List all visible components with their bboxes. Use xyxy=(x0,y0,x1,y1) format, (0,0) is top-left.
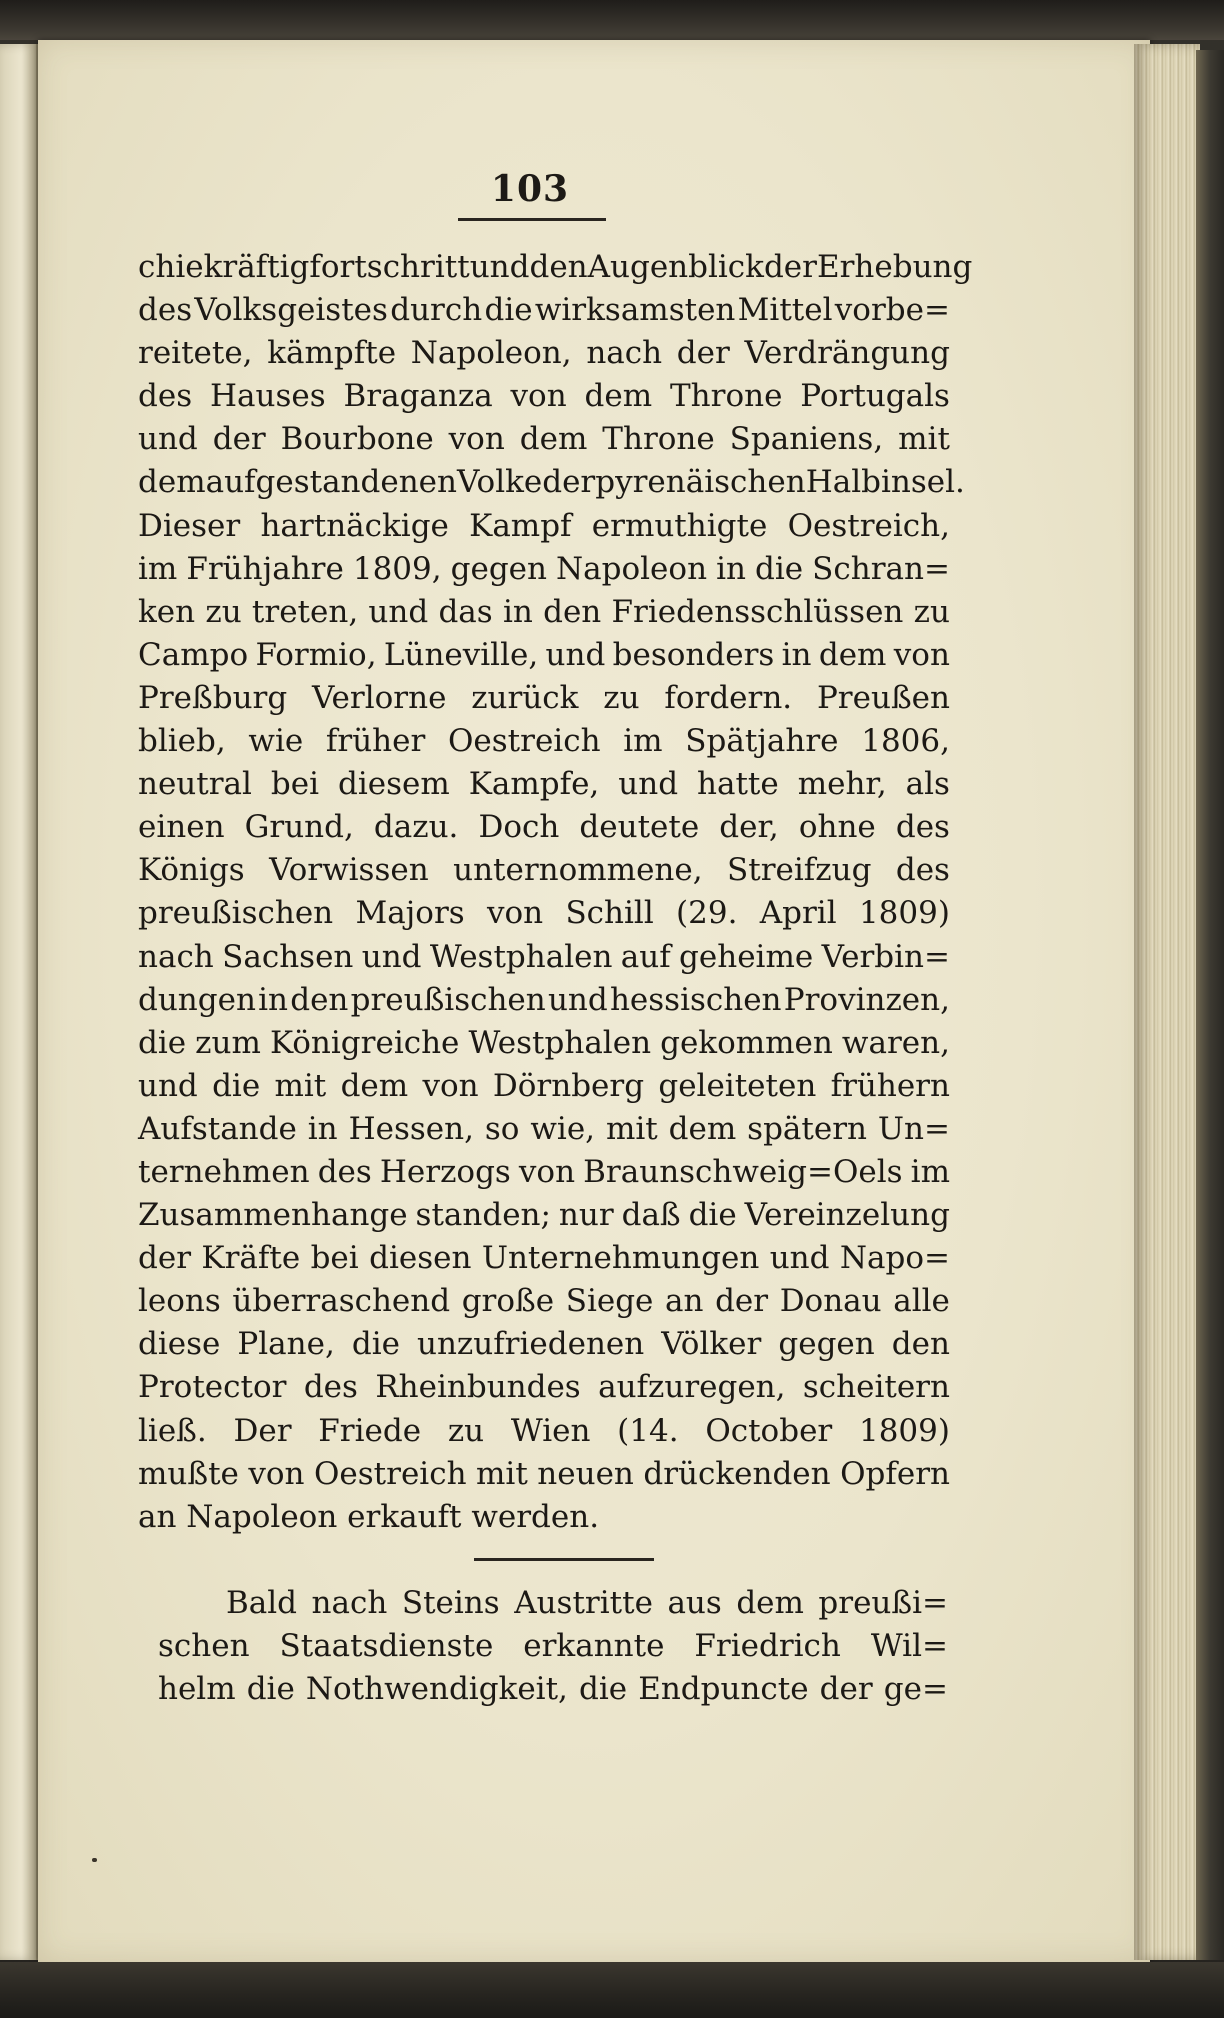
text-line: ließ. Der Friede zu Wien (14. October 1809) xyxy=(138,1412,950,1449)
text-line: chie kräftig fortschritt und den Augenblick der Erhebung xyxy=(138,249,973,285)
book-spine-shadow xyxy=(1196,50,1224,1960)
left-page-edge xyxy=(0,44,38,1960)
section-divider xyxy=(474,1558,654,1561)
text-line: der Kräfte bei diesen Unternehmungen und Napo= xyxy=(138,1240,950,1277)
text-line: Dieser hartnäckige Kampf ermuthigte Oestreich, xyxy=(138,507,950,544)
paragraph-2 xyxy=(158,1582,948,1711)
text-line: leons überraschend große Siege an der Donau alle xyxy=(138,1283,950,1320)
paper-speck xyxy=(92,1858,97,1862)
text-line: Protector des Rheinbundes aufzuregen, scheitern xyxy=(138,1369,950,1406)
text-line: reitete, kämpfte Napoleon, nach der Verdrängung xyxy=(138,335,950,372)
text-line: dungen in den preußischen und hessischen Provinzen, xyxy=(138,981,950,1018)
text-line: nach Sachsen und Westphalen auf geheime Verbin= xyxy=(138,938,950,975)
text-line: und der Bourbone von dem Throne Spaniens, mit xyxy=(138,421,950,458)
book-cover-top xyxy=(0,0,1224,40)
text-line: die zum Königreiche Westphalen gekommen waren, xyxy=(138,1024,950,1061)
text-line: Königs Vorwissen unternommene, Streifzug des xyxy=(138,852,950,889)
page-number: 103 xyxy=(490,168,570,210)
text-line: schen Staatsdienste erkannte Friedrich Wil= xyxy=(158,1628,948,1665)
book-cover-bottom xyxy=(0,1962,1224,2018)
text-line: neutral bei diesem Kampfe, und hatte mehr, als xyxy=(138,766,950,803)
text-line: diese Plane, die unzufriedenen Völker gegen den xyxy=(138,1326,950,1363)
text-line: blieb, wie früher Oestreich im Spätjahre 1806, xyxy=(138,723,950,760)
text-line: Preßburg Verlorne zurück zu fordern. Preußen xyxy=(138,679,950,716)
text-line: Aufstande in Hessen, so wie, mit dem spätern Un= xyxy=(138,1110,950,1147)
page-number-rule xyxy=(458,218,606,221)
text-line: dem aufgestandenen Volke der pyrenäischen Halbinsel. xyxy=(138,464,965,501)
text-line: im Frühjahre 1809, gegen Napoleon in die Schran= xyxy=(138,550,950,587)
text-line: ken zu treten, und das in den Friedensschlüssen zu xyxy=(138,593,950,630)
text-line: an Napoleon erkauft werden. xyxy=(138,1498,600,1535)
text-line: des Hauses Braganza von dem Throne Portugals xyxy=(138,378,950,415)
text-line: Campo Formio, Lüneville, und besonders in dem von xyxy=(138,636,950,673)
page-stack-edges xyxy=(1134,44,1200,1960)
text-line: einen Grund, dazu. Doch deutete der, ohne des xyxy=(138,809,950,846)
text-line: mußte von Oestreich mit neuen drückenden Opfern xyxy=(138,1455,950,1492)
text-line: und die mit dem von Dörnberg geleiteten frühern xyxy=(138,1067,950,1104)
text-line: ternehmen des Herzogs von Braunschweig=Oels im xyxy=(138,1153,950,1190)
text-line: Bald nach Steins Austritte aus dem preußi= xyxy=(226,1585,948,1621)
text-line: preußischen Majors von Schill (29. April 1809) xyxy=(138,895,950,932)
text-line: Zusammenhange standen; nur daß die Vereinzelung xyxy=(138,1197,950,1234)
text-line: helm die Nothwendigkeit, die Endpuncte der ge= xyxy=(158,1671,948,1708)
paragraph-1 xyxy=(138,246,973,1539)
text-line: des Volksgeistes durch die wirksamsten Mittel vorbe= xyxy=(138,292,950,329)
